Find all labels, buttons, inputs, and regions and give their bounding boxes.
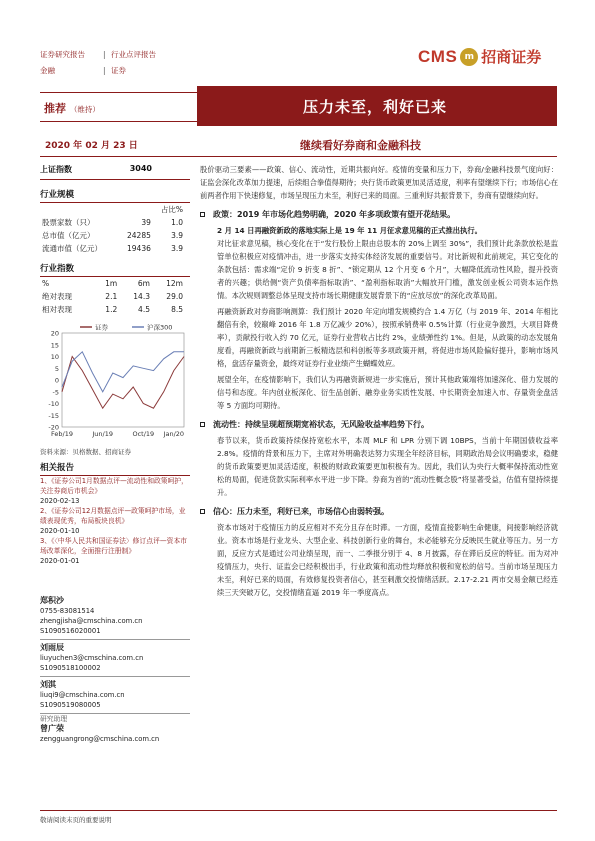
table-row: [40, 242, 185, 255]
related-report-link[interactable]: 2、《证券公司12月数据点评—政策呵护市场，业绩表现优秀，布局板块良机》: [40, 507, 186, 525]
table-header: 6m: [137, 279, 150, 288]
index-row: [40, 160, 190, 180]
table-header: %: [42, 279, 50, 288]
scale-table: [40, 203, 185, 255]
rating: [44, 100, 100, 116]
table-header: 1m: [105, 279, 118, 288]
analyst-name: 刘雨辰: [40, 643, 64, 652]
table-cell: 39: [141, 218, 151, 227]
table-cell: 8.5: [171, 305, 183, 314]
table-cell: 总市值（亿元）: [42, 231, 95, 240]
divider: |: [103, 66, 106, 75]
source-note: 资料来源：贝格数据、招商证券: [40, 448, 131, 456]
section-heading: [200, 418, 558, 431]
table-cell: 24285: [127, 231, 151, 240]
tag-research-report: 证券研究报告: [40, 50, 85, 59]
list-item[interactable]: [40, 536, 190, 566]
x-tick-label: Jun/19: [92, 430, 113, 438]
legend-label: 证券: [95, 323, 108, 332]
logo-chinese-name: 招商证券: [481, 48, 542, 66]
company-logo: [418, 46, 541, 67]
logo-badge-icon: m: [460, 48, 478, 66]
table-row: [40, 216, 185, 229]
table-cell: 3.9: [171, 231, 183, 240]
header-rule: [40, 156, 557, 157]
related-list: [40, 476, 190, 566]
x-tick-label: Jan/20: [163, 430, 185, 438]
checkbox-bullet-icon: [200, 422, 205, 427]
section-heading: [200, 505, 558, 518]
table-cell: 1.2: [105, 305, 118, 314]
table-row: [40, 290, 185, 303]
assistant-email[interactable]: zengguangrong@cmschina.com.cn: [40, 735, 160, 743]
sidebar: [40, 160, 190, 744]
analyst-license: S1090519080005: [40, 701, 101, 709]
analyst-list: [40, 596, 190, 744]
rating-sub: （维持）: [69, 105, 100, 114]
checkbox-bullet-icon: [200, 509, 205, 514]
report-date: 2020 年 02 月 23 日: [45, 141, 138, 151]
y-tick-label: -15: [48, 411, 59, 420]
tag-industry-review: 行业点评报告: [111, 50, 156, 59]
table-cell: 绝对表现: [42, 292, 72, 301]
table-cell: 股票家数（只）: [42, 218, 95, 227]
table-row: [40, 303, 185, 316]
lead-paragraph: 股价驱动三要素——政策、信心、流动性，近期共振向好。疫情的变量和压力下，券商/金融科技景气度向好：证监会深化改革加力提速，后续组合拳值得期待；央行货币政策更加灵活适度，利率有望继续下行；市场信心在前两者作用下快速修复，市场呈现压力未至，利好已来的局面。三重利好共振背景下，券商有望继续向好。: [200, 165, 558, 200]
y-tick-label: -10: [48, 400, 59, 408]
related-report-link[interactable]: 3、《〈中华人民共和国证券法〉修订点评—资本市场改革深化，全面推行注册制》: [40, 537, 188, 555]
paragraph: 展望全年，在疫情影响下，我们认为再融资新规进一步实施后，预计其他政策端将加速深化、借力发展的信号和态度。年内创业板深化、衍生品创新、融券业务实质性发展、中长期资金加速入市、存量资金盘活等 5 方面均可期待。: [217, 375, 558, 410]
table-cell: 4.5: [138, 305, 150, 314]
performance-table: [40, 277, 185, 316]
legend-label: 沪深300: [147, 323, 173, 332]
plot-frame: [62, 333, 184, 427]
x-tick-label: Feb/19: [51, 430, 73, 438]
index-label: 上证指数: [40, 165, 72, 174]
section-body: [200, 521, 558, 599]
paragraph: 资本市场对于疫情压力的反应相对不充分且存在时滞。一方面，疫情直接影响生命健康，间接影响经济就业。资本市场是行业龙头、大型企业、科技创新行业的舞台，未必能够充分反映民生就业等压力。另一方面，反应方式是通过公司业绩呈现，而一、二季报分别于 4、8 月披露，存在滞后反应的特征。而为对冲疫情压力，央行、证监会已经积极出手，行业政策和流动性均释放积极和宽松的信号。当前市场呈现压力未至，利好已来的局面，有效修复投资者信心，甚至刺激交投情绪活跃。2.17-2.21 两市交易金额已经连续三天突破万亿，交投情绪直逼 2019 年一季度高点。: [217, 523, 558, 597]
section-heading-text: 流动性：持续呈现超预期宽裕状态，无风险收益率趋势下行。: [213, 420, 429, 429]
tag-securities: 证券: [111, 66, 126, 75]
scale-heading: 行业规模: [40, 186, 190, 203]
checkbox-bullet-icon: [200, 212, 205, 217]
table-cell: 1.0: [171, 218, 183, 227]
analyst-email[interactable]: zhengjisha@cmschina.com.cn: [40, 617, 143, 625]
section-body: [200, 224, 558, 412]
table-cell: 14.3: [133, 292, 150, 301]
section-heading-text: 政策：2019 年市场化趋势明确，2020 年多项政策有望开花结果。: [213, 210, 456, 219]
analyst-email[interactable]: liuqi9@cmschina.com.cn: [40, 691, 125, 699]
assistant-label: 研究助理: [40, 715, 68, 723]
footer-rule: [40, 810, 557, 811]
paragraph: 春节以来，货币政策持续保持宽松水平，本周 MLF 和 LPR 分别下调 10BPS，当前十年期国债收益率 2.8%。疫情的背景和压力下，主席对外明确表达努力实现全年经济目标，同期政治局会议明确要求，稳健的货币政策要更加灵活适度，积极的财政政策要更加积极有为。因此，我们认为央行大概率保持流动性宽松的局面，促进货款实际利率水平进一步下降。券商为首的“流动性概念股”将显著受益，估值有望持续提升。: [217, 436, 558, 497]
report-tags: [40, 47, 156, 79]
report-subtitle: 继续看好券商和金融科技: [300, 139, 421, 152]
table-cell: 流通市值（亿元）: [42, 244, 102, 253]
line-chart-svg: [40, 319, 190, 444]
footer-note: 敬请阅读末页的重要说明: [40, 816, 112, 824]
y-tick-label: 0: [54, 376, 59, 385]
paragraph: 2 月 14 日再融资新政的落地实际上是 19 年 11 月征求意见稿的正式推出执行。: [217, 226, 482, 235]
y-tick-label: 20: [50, 329, 59, 338]
index-value: 3040: [129, 164, 152, 173]
table-cell: 29.0: [166, 292, 183, 301]
divider: |: [103, 50, 106, 59]
series-line-1: [62, 357, 184, 409]
report-title: 压力未至，利好已来: [197, 86, 557, 126]
tag-finance: 金融: [40, 66, 55, 75]
y-tick-label: 10: [50, 353, 59, 361]
analyst-license: S1090516020001: [40, 627, 101, 635]
main-content: [200, 163, 558, 599]
section-body: [200, 434, 558, 499]
related-report-date: 2020-02-13: [40, 497, 80, 505]
table-header-row: [40, 277, 185, 290]
related-report-date: 2020-01-10: [40, 527, 80, 535]
y-tick-label: -20: [48, 423, 59, 432]
table-row: [40, 229, 185, 242]
y-tick-label: 15: [50, 341, 59, 350]
x-tick-label: Oct/19: [132, 430, 155, 438]
series-line-2: [62, 352, 184, 392]
analyst-phone: 0755-83081514: [40, 607, 95, 615]
analyst-email[interactable]: liuyuchen3@cmschina.com.cn: [40, 654, 144, 662]
logo-cms-text: CMS: [418, 46, 458, 66]
table-cell: 相对表现: [42, 305, 72, 314]
list-item[interactable]: [40, 476, 190, 506]
paragraph: 再融资新政对券商影响测算：我们预计 2020 年定向增发规模约合 1.4 万亿（与 2019 年、2014 年相比翻倍有余，较巅峰 2016 年 1.8 万亿减少 20%），按照承销费率 0.5%计算（行业竞争激烈，大项目降费率），贡献投行收入约 70 亿元，证券行业营收占比约 2%，业绩弹性约 1%。但是，从政策的动态发展角度看，再融资新政与前期新三板精选层和科创板等多项政策开闸，将促进市场风险偏好提升，影响市场风格，盘活存量资金，最终对证券行业业绩产生蝴蝶效应。: [217, 307, 558, 368]
performance-heading: 行业指数: [40, 260, 190, 277]
performance-chart: [40, 319, 190, 444]
y-tick-label: 5: [54, 364, 59, 373]
analyst-name: 刘淇: [40, 680, 56, 689]
table-header: 12m: [166, 279, 183, 288]
assistant-name: 曾广荣: [40, 724, 64, 733]
table-cell: 2.1: [105, 292, 118, 301]
related-report-link[interactable]: 1、《证券公司1月数据点评—流动性和政策呵护，关注券商后市机会》: [40, 477, 188, 495]
section-heading: [200, 208, 558, 221]
table-cell: 19436: [127, 244, 151, 253]
divider: [40, 676, 190, 677]
rating-label: 推荐: [44, 102, 66, 115]
analyst-license: S1090518100002: [40, 664, 101, 672]
related-heading: 相关报告: [40, 459, 190, 476]
share-header: 占比%: [160, 205, 183, 214]
analyst-name: 郑积沙: [40, 596, 64, 605]
section-heading-text: 信心：压力未至，利好已来，市场信心由弱转强。: [213, 507, 389, 516]
paragraph: 对比征求意见稿，核心变化在于“发行股份上限由总股本的 20%上调至 30%”，我们预计此条款放松是监管单位积极应对疫情冲击，进一步落实支持实体经济发展的重要信号。对比新规和此前规定，其它变化的条款包括：需求端“定价 9 折变 8 折”、“锁定期从 12 个月变 6 个月”，大幅降低流动性风险，提升投资者的兴趣；供给侧“资产负债率指标取消”、“盈利指标取消”大幅放开门槛，激发创业板公司资本运作热情。本次规则调整总体呈现支持市场长期健康发展背景下的“应放尽放”的深化改革局面。: [217, 239, 558, 300]
list-item[interactable]: [40, 506, 190, 536]
y-tick-label: -5: [52, 388, 59, 397]
table-cell: 3.9: [171, 244, 183, 253]
related-report-date: 2020-01-01: [40, 557, 80, 565]
divider: [40, 639, 190, 640]
